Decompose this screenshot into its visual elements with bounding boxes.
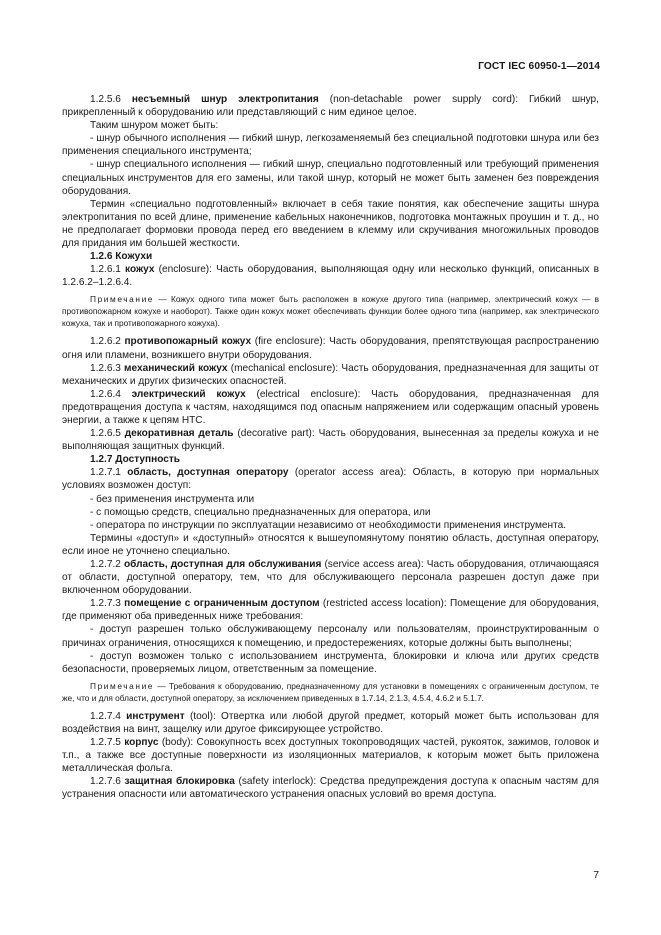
section-heading-1-2-6: 1.2.6 Кожухи xyxy=(90,251,153,263)
clause-1-2-6-2 xyxy=(62,335,599,361)
note-1 xyxy=(62,293,599,329)
clause-number: 1.2.6.2 xyxy=(90,336,125,348)
clause-number: 1.2.6.5 xyxy=(90,428,125,440)
clause-text: (electrical enclosure): Часть оборудования, предназначенная для предотвращения доступа к частям, находящимся под опасным напряжением или содержащим опасный уровень энергии, а также к цепям НТС. xyxy=(62,388,599,426)
clause-text: (tool): Отвертка или любой другой предмет, который может быть использован для воздействия на винт, защелку или другое фиксирующее устройство. xyxy=(62,710,599,735)
clause-1-2-7-4 xyxy=(62,710,599,736)
clause-term: область, доступная оператору xyxy=(127,467,289,479)
clause-term: корпус xyxy=(124,737,159,749)
paragraph: Таким шнуром может быть: xyxy=(90,120,219,132)
clause-text: (non-detachable power supply cord): Гибкий шнур, прикрепленный к оборудованию или представляющий с ним единое целое. xyxy=(62,94,599,119)
clause-text: (decorative part): Часть оборудования, вынесенная за пределы кожуха и не выполняющая защитных функций. xyxy=(62,428,599,453)
list-item: - без применения инструмента или xyxy=(90,493,255,505)
document-body xyxy=(62,93,599,802)
clause-text: (operator access area): Область, в которую при нормальных условиях возможен доступ: xyxy=(62,467,599,492)
note-label: Примечание xyxy=(90,680,155,691)
clause-1-2-7-6 xyxy=(62,775,599,801)
clause-text: (service access area): Часть оборудования, отличающаяся от области, доступной оператору, тем, что для обслуживающего персонала разрешен доступ даже при включенном оборудовании. xyxy=(62,559,599,597)
clause-term: кожух xyxy=(125,264,155,276)
clause-number: 1.2.7.2 xyxy=(90,559,124,570)
clause-term: область, доступная для обслуживания xyxy=(123,559,322,570)
clause-term: помещение с ограниченным доступом xyxy=(124,598,320,610)
clause-1-2-6-5 xyxy=(62,427,599,453)
clause-number: 1.2.7.6 xyxy=(90,776,125,788)
clause-term: инструмент xyxy=(126,710,185,722)
note-label: Примечание xyxy=(90,294,155,305)
clause-term: несъемный шнур электропитания xyxy=(131,94,319,105)
clause-text: (body): Совокупность всех доступных токопроводящих частей, рукояток, зажимов, головок и т.п., а также все доступные поверхности из изоляционных материалов, к которым может быть приложена металлическая фольга. xyxy=(62,737,599,775)
paragraph: Термины «доступ» и «доступный» относятся к вышеупомянутому понятию область, доступная оператору, если иное не уточнено специально. xyxy=(62,532,599,557)
clause-number: 1.2.6.3 xyxy=(90,362,125,374)
clause-text: (fire enclosure): Часть оборудования, препятствующая распространению огня или пламени, возникшего внутри оборудования. xyxy=(62,336,599,361)
clause-number: 1.2.7.3 xyxy=(90,598,125,610)
clause-text: (safety interlock): Средства предупреждения доступа к опасным частям для устранения опасности или автоматического устранения опасных условий во время доступа. xyxy=(62,776,599,801)
clause-term: декоративная деталь xyxy=(124,428,234,440)
clause-term: механический кожух xyxy=(124,362,228,374)
list-item: - шнур специального исполнения — гибкий шнур, специально подготовленный или требующий применения специальных инструментов для его замены, или такой шнур, который не может быть заменен без повреждения оборудования. xyxy=(62,159,599,197)
list-item: - оператора по инструкции по эксплуатации независимо от необходимости применения инструмента. xyxy=(90,519,567,531)
clause-1-2-6-1 xyxy=(62,263,599,289)
clause-term: противопожарный кожух xyxy=(124,336,252,348)
note-text: — Требования к оборудованию, предназначенному для установки в помещениях с ограниченным доступом, те же, что и для области, доступной оператору, за исключением приведенных в 1.7.14, 2.1.3, 4.5.4, 4.6.2 и 5.1.7. xyxy=(62,680,599,703)
clause-number: 1.2.7.4 xyxy=(90,710,127,722)
list-item: - шнур обычного исполнения — гибкий шнур, легкозаменяемый без специальной подготовки шнура или без применения специального инструмента; xyxy=(62,133,599,158)
list-item: - доступ разрешен только обслуживающему персоналу или пользователям, проинструктированным о причинах ограничения, относящихся к помещению, и предостережениях, которые должны быть выполнены; xyxy=(62,624,599,649)
clause-text: (restricted access location): Помещение для оборудования, где применяют оба приведенных ниже требования: xyxy=(62,598,599,623)
page-number: 7 xyxy=(593,870,599,881)
clause-term: защитная блокировка xyxy=(124,776,235,788)
clause-1-2-5-6 xyxy=(62,93,599,119)
clause-term: электрический кожух xyxy=(131,388,246,400)
clause-1-2-6-3 xyxy=(62,362,599,388)
list-item: - доступ возможен только с использованием инструмента, блокировки и ключа или других средств безопасности, проверяемых лицом, ответственным за помещение. xyxy=(62,650,599,675)
clause-1-2-7-1 xyxy=(62,466,599,492)
clause-number: 1.2.6.4 xyxy=(90,388,132,400)
clause-1-2-6-4 xyxy=(62,388,599,427)
clause-text: (enclosure): Часть оборудования, выполняющая одну или несколько функций, описанных в 1.2.6.2–1.2.6.4. xyxy=(62,264,599,289)
clause-1-2-7-3 xyxy=(62,597,599,623)
clause-number: 1.2.7.5 xyxy=(90,737,125,749)
clause-number: 1.2.7.1 xyxy=(90,467,128,479)
clause-number: 1.2.6.1 xyxy=(90,264,126,276)
note-text: — Кожух одного типа может быть расположен в кожухе другого типа (например, электрический кожух — в противопожарном кожухе и наоборот). Также один кожух может обеспечивать функции более одного типа (например, как электрического кожуха, так и противопожарного кожуха). xyxy=(62,294,599,329)
standard-header: ГОСТ IEC 60950-1—2014 xyxy=(478,61,600,72)
clause-number: 1.2.5.6 xyxy=(90,94,132,105)
section-heading-1-2-7: 1.2.7 Доступность xyxy=(90,454,181,466)
note-2 xyxy=(62,680,599,704)
clause-1-2-7-2 xyxy=(62,558,599,597)
list-item: - с помощью средств, специально предназначенных для оператора, или xyxy=(90,506,431,518)
paragraph: Термин «специально подготовленный» включает в себя такие понятия, как обеспечение защиты шнура электропитания по всей длине, применение кабельных наконечников, подготовка монтажных проушин и т. д., но не предполагает формовки провода перед его введением в клемму или скручивания многожильных проводов для придания им большей жесткости. xyxy=(62,198,599,250)
clause-text: (mechanical enclosure): Часть оборудования, предназначенная для защиты от механических и других физических опасностей. xyxy=(62,362,599,387)
clause-1-2-7-5 xyxy=(62,736,599,775)
